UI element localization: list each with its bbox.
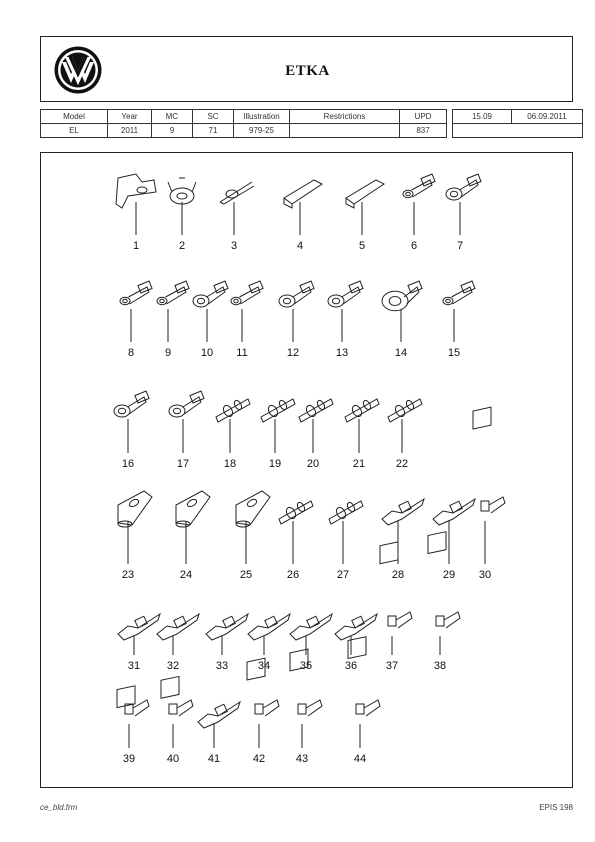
part-12: [279, 281, 314, 359]
part-2: [168, 178, 196, 252]
value-upd: 837: [400, 124, 447, 138]
part-number: 34: [257, 660, 271, 672]
header-model: Model: [41, 110, 108, 124]
part-32: [157, 614, 199, 672]
part-number: 10: [200, 347, 214, 359]
part-34: [248, 614, 290, 672]
part-18: [216, 399, 250, 470]
value-sc: 71: [193, 124, 234, 138]
part-20: [299, 399, 333, 470]
value-mc: 9: [152, 124, 193, 138]
header-year: Year: [108, 110, 152, 124]
part-number: 9: [164, 347, 172, 359]
part-23: [118, 491, 152, 581]
info-table-value-row: [41, 124, 583, 138]
value-illustration: 979-25: [234, 124, 290, 138]
part-19: [261, 399, 295, 470]
header-illustration: Illustration: [234, 110, 290, 124]
part-42: [247, 658, 279, 765]
part-24: [176, 491, 210, 581]
part-number: 3: [230, 240, 238, 252]
part-26: [279, 501, 313, 581]
part-30: [473, 407, 505, 581]
part-number: 42: [252, 753, 266, 765]
part-number: 1: [132, 240, 140, 252]
part-44: [348, 637, 380, 765]
footer-left: ce_bld.frm: [40, 803, 78, 812]
part-number: 20: [306, 458, 320, 470]
part-number: 13: [335, 347, 349, 359]
part-number: 40: [166, 753, 180, 765]
part-number: 33: [215, 660, 229, 672]
part-number: 4: [296, 240, 304, 252]
value-model: EL: [41, 124, 108, 138]
part-number: 26: [286, 569, 300, 581]
part-21: [345, 399, 379, 470]
part-5: [346, 180, 384, 252]
part-1: [116, 174, 156, 252]
part-37: [380, 542, 412, 672]
part-number: 2: [178, 240, 186, 252]
part-35: [290, 614, 332, 672]
part-14: [382, 281, 422, 359]
part-28: [382, 499, 424, 581]
footer-right: EPIS 198: [539, 803, 573, 812]
part-number: 43: [295, 753, 309, 765]
part-number: 25: [239, 569, 253, 581]
part-number: 14: [394, 347, 408, 359]
part-number: 7: [456, 240, 464, 252]
part-number: 16: [121, 458, 135, 470]
part-7: [446, 174, 481, 252]
part-number: 18: [223, 458, 237, 470]
parts-illustration: [40, 152, 573, 788]
date-blank: [453, 124, 583, 138]
date-b: 06.09.2011: [512, 110, 583, 124]
part-number: 5: [358, 240, 366, 252]
part-number: 24: [179, 569, 193, 581]
part-number: 39: [122, 753, 136, 765]
part-number: 27: [336, 569, 350, 581]
part-10: [193, 281, 228, 359]
page-title: ETKA: [285, 63, 330, 79]
part-number: 37: [385, 660, 399, 672]
part-17: [169, 391, 204, 470]
part-number: 32: [166, 660, 180, 672]
part-11: [231, 281, 263, 359]
header-sc: SC: [193, 110, 234, 124]
part-40: [161, 676, 193, 765]
part-number: 8: [127, 347, 135, 359]
part-number: 11: [236, 347, 248, 359]
part-number: 23: [121, 569, 135, 581]
part-9: [157, 281, 189, 359]
part-31: [118, 614, 160, 672]
part-16: [114, 391, 149, 470]
part-6: [403, 174, 435, 252]
part-number: 36: [344, 660, 358, 672]
part-29: [433, 499, 475, 581]
date-a: 15.09: [453, 110, 512, 124]
part-number: 30: [478, 569, 492, 581]
part-number: 31: [127, 660, 141, 672]
part-number: 22: [395, 458, 409, 470]
part-number: 35: [299, 660, 313, 672]
part-41: [198, 702, 240, 765]
info-table-header-row: [41, 110, 583, 124]
part-27: [329, 501, 363, 581]
part-number: 44: [353, 753, 367, 765]
part-number: 41: [207, 753, 221, 765]
header-mc: MC: [152, 110, 193, 124]
part-number: 12: [286, 347, 300, 359]
part-33: [206, 614, 248, 672]
part-8: [120, 281, 152, 359]
part-3: [220, 182, 254, 252]
part-number: 38: [433, 660, 447, 672]
part-number: 15: [447, 347, 461, 359]
part-38: [428, 532, 460, 672]
part-number: 29: [442, 569, 456, 581]
part-25: [236, 491, 270, 581]
part-number: 17: [176, 458, 190, 470]
part-36: [335, 614, 377, 672]
header-restrictions: Restrictions: [290, 110, 400, 124]
part-number: 19: [268, 458, 282, 470]
header-frame: [40, 36, 573, 102]
part-number: 6: [410, 240, 418, 252]
value-restrictions: [290, 124, 400, 138]
part-13: [328, 281, 363, 359]
part-number: 21: [352, 458, 366, 470]
part-22: [388, 399, 422, 470]
part-39: [117, 686, 149, 765]
part-15: [443, 281, 475, 359]
part-number: 28: [391, 569, 405, 581]
part-4: [284, 180, 322, 252]
info-table: [40, 109, 583, 138]
header-upd: UPD: [400, 110, 447, 124]
value-year: 2011: [108, 124, 152, 138]
